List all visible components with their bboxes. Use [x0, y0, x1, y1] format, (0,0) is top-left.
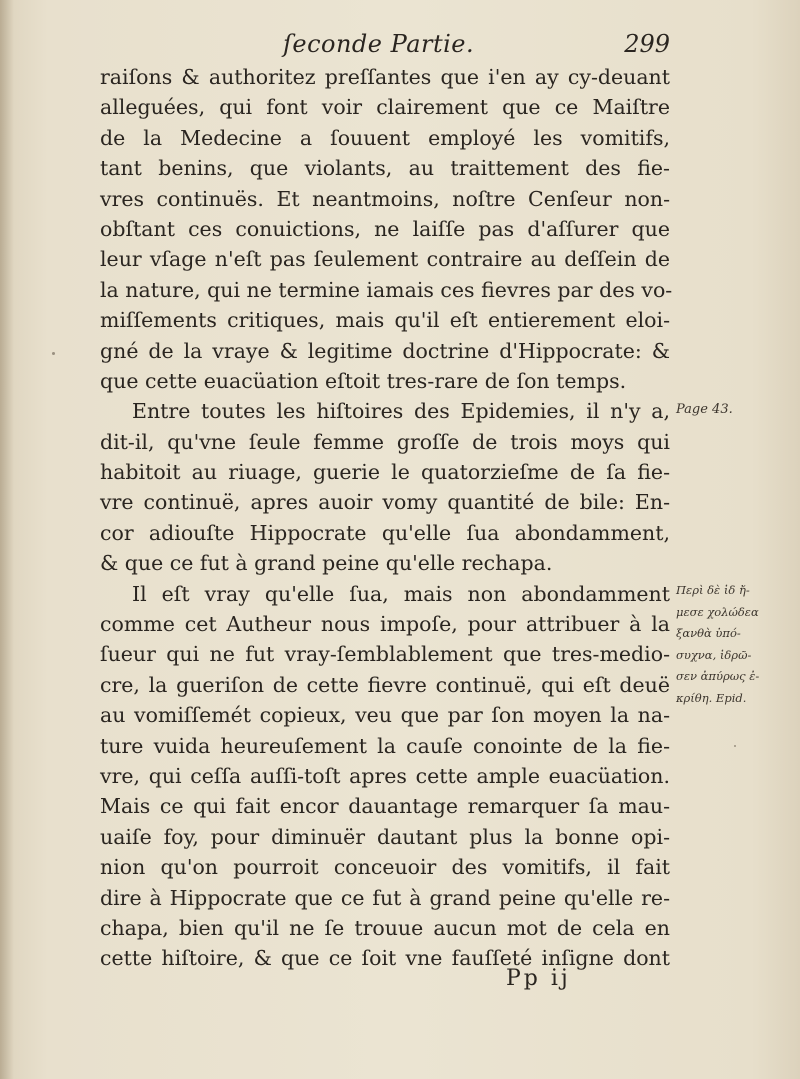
- text-line: raiſons & authoritez preſſantes que i'en ay cy-deuant: [100, 65, 670, 89]
- running-head: ſeconde Partie.: [283, 30, 475, 58]
- text-line: nion qu'on pourroit conceuoir des vomitifs, il fait: [100, 855, 670, 880]
- greek-citation-line: μεσε χολώδεα: [676, 604, 759, 619]
- text-line: miſſements critiques, mais qu'il eſt entierement eloi-: [100, 308, 670, 333]
- text-line: cor adiouſte Hippocrate qu'elle ſua abondamment,: [100, 520, 670, 545]
- text-line: dit-il, qu'vne ſeule femme groſſe de trois moys qui: [100, 429, 670, 454]
- signature-mark: Pp ij: [506, 966, 571, 991]
- text-line: vre continuë, apres auoir vomy quantité de bile: En-: [100, 490, 670, 515]
- text-line: vre, qui ceſſa auſſi-toſt apres cette ample euacüation.: [100, 763, 670, 788]
- text-line: Il eſt vray qu'elle ſua, mais non abondamment: [132, 581, 670, 606]
- text-line: de la Medecine a ſouuent employé les vomitifs,: [100, 125, 670, 150]
- text-line: ſueur qui ne fut vray-ſemblablement que tres-medio-: [100, 642, 670, 667]
- text-line: habitoit au riuage, guerie le quatorzieſme de ſa fie-: [100, 460, 670, 485]
- text-line: leur vſage n'eſt pas ſeulement contraire au deſſein de: [100, 247, 670, 272]
- text-line: Mais ce qui fait encor dauantage remarquer ſa mau-: [100, 794, 670, 819]
- text-line: dire à Hippocrate que ce fut à grand peine qu'elle re-: [100, 885, 670, 910]
- page-header: [100, 30, 670, 64]
- text-line: & que ce fut à grand peine qu'elle rechapa.: [100, 551, 553, 576]
- text-line: gné de la vraye & legitime doctrine d'Hippocrate: &: [100, 338, 670, 363]
- text-line: comme cet Autheur nous impoſe, pour attribuer à la: [100, 612, 670, 637]
- margin-page-reference: Page 43.: [676, 402, 733, 417]
- gutter-shadow: [0, 0, 14, 1079]
- text-line: chapa, bien qu'il ne ſe trouue aucun mot de cela en: [100, 915, 670, 940]
- margin-greek-citation: [676, 580, 786, 709]
- text-line: la nature, qui ne termine iamais ces fievres par des vo-: [100, 277, 673, 302]
- page-number: 299: [624, 30, 670, 58]
- greek-citation-line: συχνα, ἱδρῶ-: [676, 647, 752, 662]
- text-line: au vomiſſemét copieux, veu que par ſon moyen la na-: [100, 703, 670, 728]
- text-line: obſtant ces conuictions, ne laiſſe pas d'aſſurer que: [100, 216, 670, 241]
- ink-speck: [52, 352, 55, 355]
- text-line: Entre toutes les hiſtoires des Epidemies, il n'y a,: [132, 399, 670, 424]
- text-line: uaiſe foy, pour diminuër dautant plus la bonne opi-: [100, 824, 670, 849]
- greek-citation-line: κρίθη. Epid.: [676, 690, 747, 705]
- text-line: cre, la gueriſon de cette fievre continuë, qui eſt deuë: [100, 672, 670, 697]
- text-line: tant benins, que violants, au traittement des fie-: [100, 156, 670, 181]
- text-line: vres continuës. Et neantmoins, noſtre Cenſeur non-: [100, 186, 670, 211]
- text-line: alleguées, qui font voir clairement que ce Maiſtre: [100, 95, 670, 120]
- ink-speck: [734, 745, 736, 747]
- text-line: ture vuida heureuſement la cauſe conointe de la fie-: [100, 733, 670, 758]
- text-line: que cette euacüation eſtoit tres-rare de ſon temps.: [100, 368, 627, 393]
- greek-citation-line: ξανθὰ ὑπό-: [676, 626, 741, 640]
- greek-citation-line: σεν ἀπύρως ἐ-: [676, 669, 760, 683]
- greek-citation-line: Περὶ δὲ ἱδ ἤ-: [676, 583, 750, 597]
- text-line: cette hiſtoire, & que ce ſoit vne fauſſeté inſigne dont: [100, 946, 670, 971]
- body-text: [100, 62, 673, 974]
